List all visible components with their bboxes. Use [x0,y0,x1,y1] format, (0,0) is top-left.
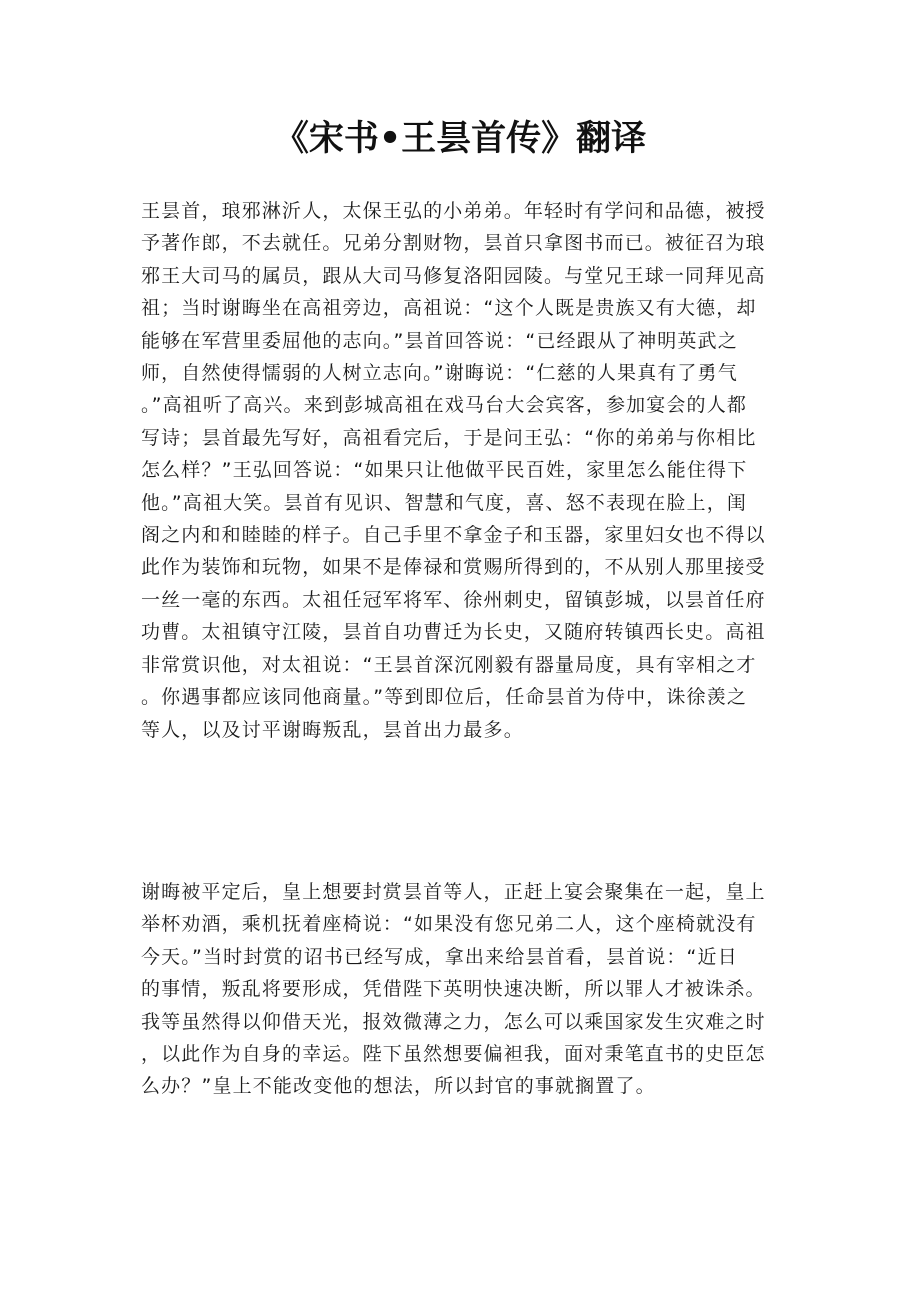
text-line: 祖；当时谢晦坐在高祖旁边，高祖说：“这个人既是贵族又有大德，却 [141,297,757,320]
text-line: 功曹。太祖镇守江陵，昙首自功曹迁为长史，又随府转镇西长史。高祖 [141,621,766,644]
text-line: ，以此作为自身的幸运。陛下虽然想要偏袒我，面对秉笔直书的史臣怎 [141,1043,766,1066]
text-line: 么办？”皇上不能改变他的想法，所以封官的事就搁置了。 [141,1075,656,1098]
text-line: 谢晦被平定后，皇上想要封赏昙首等人，正赶上宴会聚集在一起，皇上 [141,881,766,903]
text-line: 阁之内和和睦睦的样子。自己手里不拿金子和玉器，家里妇女也不得以 [141,524,766,547]
text-line: 今天。”当时封赏的诏书已经写成，拿出来给昙首看，昙首说：“近日 [141,945,738,968]
text-line: 我等虽然得以仰借天光，报效微薄之力，怎么可以乘国家发生灾难之时 [141,1010,766,1033]
text-line: 。”高祖听了高兴。来到彭城高祖在戏马台大会宾客，参加宴会的人都 [141,394,747,417]
text-line: 写诗；昙首最先写好，高祖看完后，于是问王弘：“你的弟弟与你相比 [141,426,757,449]
paragraph-2 [141,876,781,1103]
text-line: 此作为装饰和玩物，如果不是俸禄和赏赐所得到的，不从别人那里接受 [141,556,766,579]
paragraph-1 [141,195,781,746]
text-line: 举杯劝酒，乘机抚着座椅说：“如果没有您兄弟二人，这个座椅就没有 [141,913,757,936]
text-line: 怎么样？”王弘回答说：“如果只让他做平民百姓，家里怎么能住得下 [141,459,748,482]
text-line: 王昙首，琅邪淋沂人，太保王弘的小弟弟。年轻时有学问和品德，被授 [141,200,766,222]
text-line: 。你遇事都应该同他商量。”等到即位后，任命昙首为侍中，诛徐羡之 [141,686,747,709]
text-line: 他。”高祖大笑。昙首有见识、智慧和气度，喜、怒不表现在脸上，闺 [141,491,747,514]
document-title: 《宋书•王昙首传》翻译 [273,118,647,159]
text-line: 能够在军营里委屈他的志向。”昙首回答说：“已经跟从了神明英武之 [141,329,738,352]
text-line: 等人，以及讨平谢晦叛乱，昙首出力最多。 [141,718,524,741]
text-line: 的事情，叛乱将要形成，凭借陛下英明快速决断，所以罪人才被诛杀。 [141,978,766,1001]
text-line: 邪王大司马的属员，跟从大司马修复洛阳园陵。与堂兄王球一同拜见高 [141,264,766,287]
text-line: 非常赏识他，对太祖说：“王昙首深沉刚毅有器量局度，具有宰相之才 [141,653,757,676]
text-line: 予著作郎，不去就任。兄弟分割财物，昙首只拿图书而已。被征召为琅 [141,232,766,255]
text-line: 师，自然使得懦弱的人树立志向。”谢晦说：“仁慈的人果真有了勇气 [141,362,738,385]
text-line: 一丝一毫的东西。太祖任冠军将军、徐州刺史，留镇彭城，以昙首任府 [141,588,766,611]
